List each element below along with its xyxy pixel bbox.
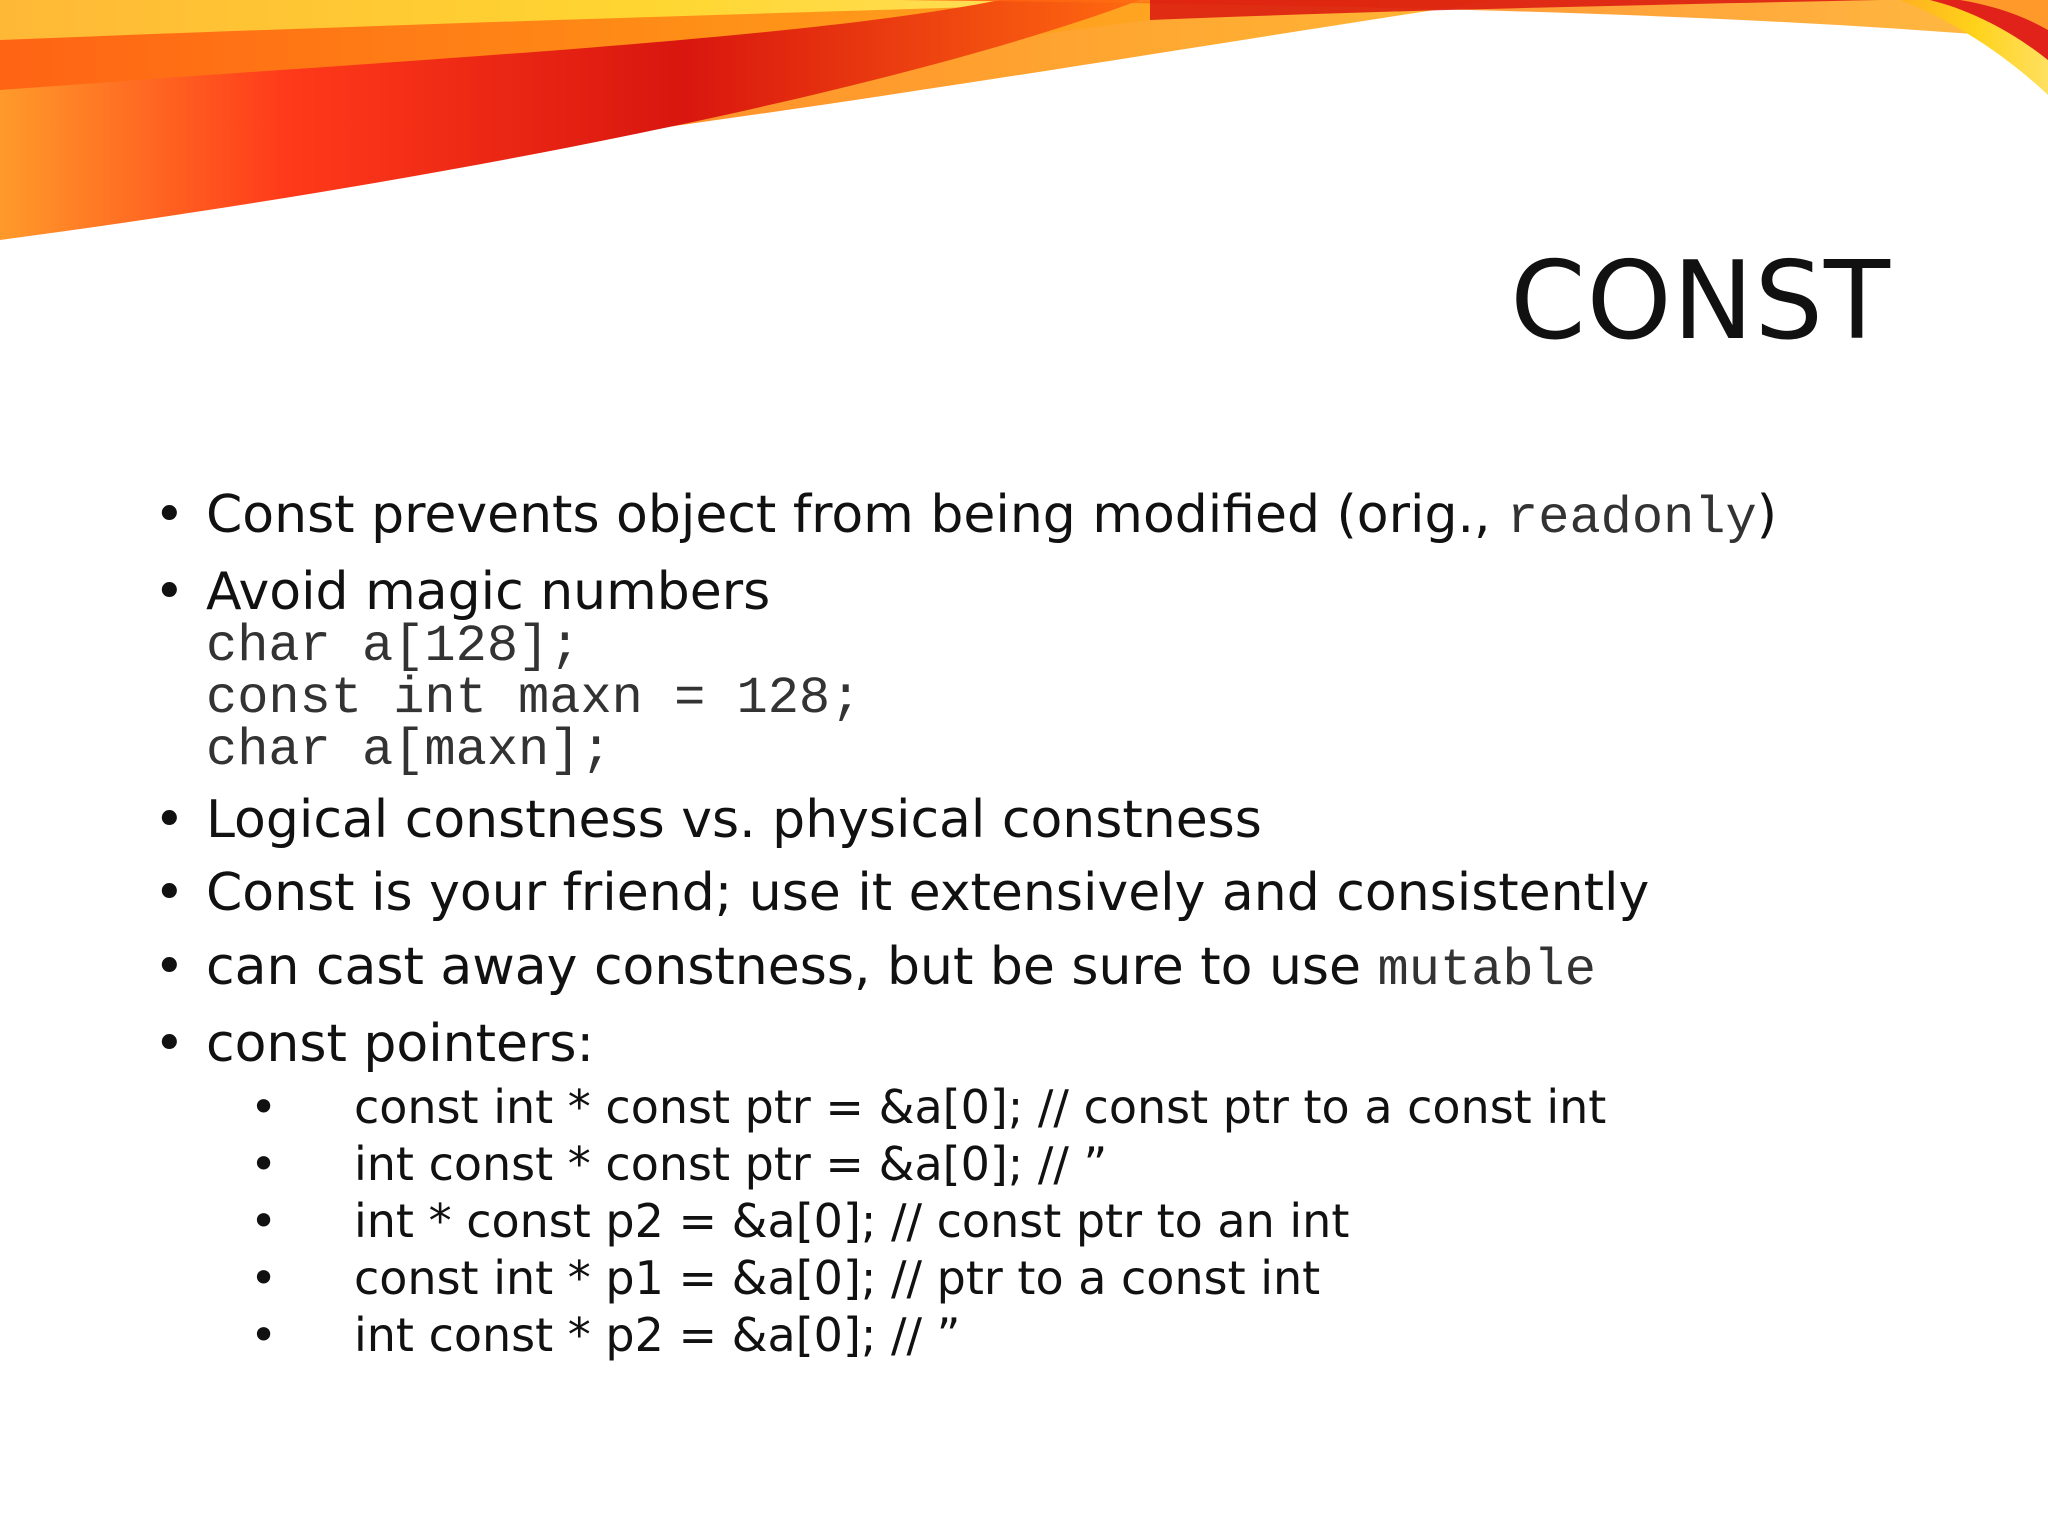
list-item xyxy=(150,561,1990,780)
item-text: const pointers: xyxy=(206,1013,594,1074)
bullet-icon: • xyxy=(154,561,185,622)
bullet-list xyxy=(150,486,1990,1378)
sub-item-text: int * const p2 = &a[0]; // const ptr to an int xyxy=(354,1193,1350,1248)
bullet-icon: • xyxy=(154,485,185,545)
bullet-icon: • xyxy=(154,863,185,924)
code-block xyxy=(206,616,1990,780)
code-line: const int maxn = 128; xyxy=(206,668,862,728)
bullet-icon: • xyxy=(250,1136,278,1191)
item-text: Const is your friend; use it extensively and consistently xyxy=(206,863,1650,924)
code-readonly: readonly xyxy=(1507,489,1757,548)
sub-list-item xyxy=(250,1193,1990,1250)
code-mutable: mutable xyxy=(1377,941,1596,1001)
bullet-icon: • xyxy=(250,1250,278,1305)
bullet-icon: • xyxy=(154,789,185,850)
sub-item-text: const int * p1 = &a[0]; // ptr to a const int xyxy=(354,1250,1321,1305)
bullet-icon: • xyxy=(250,1193,278,1248)
item-text: Const prevents object from being modified (orig., xyxy=(206,485,1508,545)
code-line: char a[maxn]; xyxy=(206,720,612,780)
sub-list-item xyxy=(250,1136,1990,1193)
bullet-icon: • xyxy=(250,1079,278,1134)
item-text-end: ) xyxy=(1756,485,1777,545)
sub-item-text: int const * const ptr = &a[0]; // ” xyxy=(354,1136,1108,1191)
sub-list-item xyxy=(250,1079,1990,1136)
item-text: Avoid magic numbers xyxy=(206,561,771,622)
list-item xyxy=(150,938,1990,1001)
slide-title: CONST xyxy=(1510,239,1891,364)
bullet-icon: • xyxy=(250,1307,278,1362)
item-text: Logical constness vs. physical constness xyxy=(206,789,1262,850)
sub-list-item xyxy=(250,1250,1990,1307)
list-item xyxy=(150,864,1990,924)
list-item xyxy=(150,1015,1990,1364)
bullet-icon: • xyxy=(154,1013,185,1074)
decorative-swoosh xyxy=(0,0,2048,260)
sub-item-text: const int * const ptr = &a[0]; // const ptr to a const int xyxy=(354,1079,1607,1134)
sub-item-text: int const * p2 = &a[0]; // ” xyxy=(354,1307,961,1362)
list-item xyxy=(150,486,1990,549)
sub-list-item xyxy=(250,1307,1990,1364)
bullet-icon: • xyxy=(154,937,185,998)
sub-bullet-list xyxy=(150,1079,1990,1364)
code-line: char a[128]; xyxy=(206,616,581,676)
item-text: can cast away constness, but be sure to use xyxy=(206,937,1378,998)
list-item xyxy=(150,791,1990,851)
